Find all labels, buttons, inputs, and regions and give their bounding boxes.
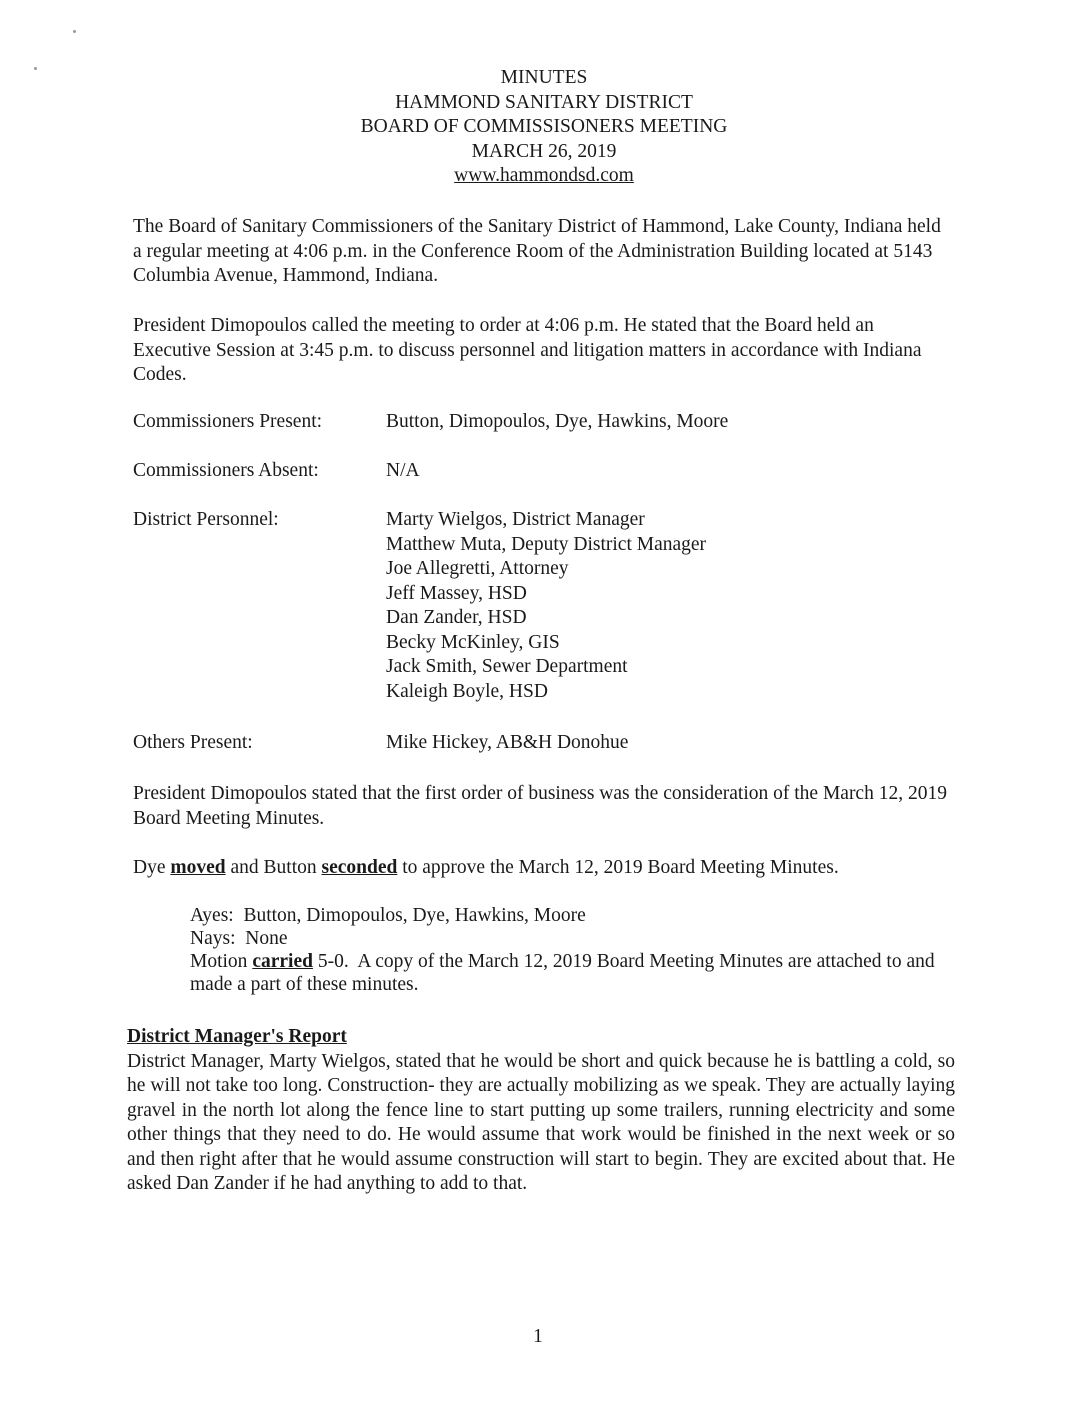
commissioners-absent-label: Commissioners Absent: — [133, 460, 319, 481]
motion-mover: Dye — [133, 857, 166, 878]
scan-speck — [73, 30, 76, 33]
document-header — [0, 66, 1088, 189]
header-organization: HAMMOND SANITARY DISTRICT — [395, 91, 693, 113]
commissioners-present-value: Button, Dimopoulos, Dye, Hawkins, Moore — [386, 411, 729, 432]
carried-keyword: carried — [252, 951, 313, 972]
personnel-item: Jack Smith, Sewer Department — [386, 656, 628, 677]
vote-block — [190, 904, 955, 996]
intro-paragraph: The Board of Sanitary Commissioners of the Sanitary District of Hammond, Lake County, Indiana held a regular meeting at 4:06 p.m. in the Conference Room of the Administration Building located at 5143 Columbia Avenue, Hammond, Indiana. — [133, 216, 941, 286]
minutes-consideration-paragraph: President Dimopoulos stated that the first order of business was the consideration of the March 12, 2019 Board Meeting Minutes. — [133, 783, 947, 829]
vote-ayes: Ayes: Button, Dimopoulos, Dye, Hawkins, Moore — [190, 905, 586, 926]
personnel-item: Kaleigh Boyle, HSD — [386, 680, 548, 702]
header-meeting-name: BOARD OF COMMISSISONERS MEETING — [360, 116, 728, 137]
moved-keyword: moved — [170, 857, 226, 878]
others-present-label: Others Present: — [133, 732, 253, 753]
vote-nays: Nays: None — [190, 928, 288, 949]
district-personnel-label: District Personnel: — [133, 509, 279, 530]
others-present-value: Mike Hickey, AB&H Donohue — [386, 732, 629, 753]
personnel-item: Joe Allegretti, Attorney — [386, 558, 569, 579]
commissioners-present-label: Commissioners Present: — [133, 411, 323, 432]
motion-result-text: 5-0. A copy of the March 12, 2019 Board Meeting Minutes are attached to and made a part of these minutes. — [190, 951, 940, 995]
personnel-item: Jeff Massey, HSD — [386, 582, 527, 604]
motion-result-prefix: Motion — [190, 951, 248, 972]
vote-result — [190, 950, 955, 996]
personnel-item: Dan Zander, HSD — [386, 607, 527, 628]
personnel-item: Matthew Muta, Deputy District Manager — [386, 533, 707, 555]
district-personnel-list — [386, 508, 706, 704]
seconded-keyword: seconded — [321, 857, 398, 878]
motion-text: to approve the March 12, 2019 Board Meeting Minutes. — [402, 857, 839, 878]
district-manager-report-heading: District Manager's Report — [127, 1026, 347, 1047]
personnel-item: Marty Wielgos, District Manager — [386, 509, 645, 530]
district-manager-report-body: District Manager, Marty Wielgos, stated that he would be short and quick because he is battling a cold, so he will not take too long. Construction- they are actually mobilizing as we speak. They are actually laying gravel in the north lot along the fence line to start putting up some trailers, running electricity and some other things that they need to do. He would assume that work would be finished in the next week or so and then right after that he would assume construction will start to begin. They are excited about that. He asked Dan Zander if he had anything to add to that. — [127, 1051, 955, 1195]
call-to-order-paragraph: President Dimopoulos called the meeting to order at 4:06 p.m. He stated that the Board held an Executive Session at 3:45 p.m. to discuss personnel and litigation matters in accordance with Indiana Codes. — [133, 315, 922, 385]
header-date: MARCH 26, 2019 — [471, 140, 617, 162]
motion-seconder: and Button — [230, 857, 317, 878]
personnel-item: Becky McKinley, GIS — [386, 631, 560, 653]
motion-paragraph — [133, 856, 953, 881]
header-title: MINUTES — [500, 67, 588, 88]
header-website-link[interactable]: www.hammondsd.com — [454, 165, 634, 186]
commissioners-absent-value: N/A — [386, 460, 420, 481]
page-number: 1 — [533, 1326, 543, 1347]
